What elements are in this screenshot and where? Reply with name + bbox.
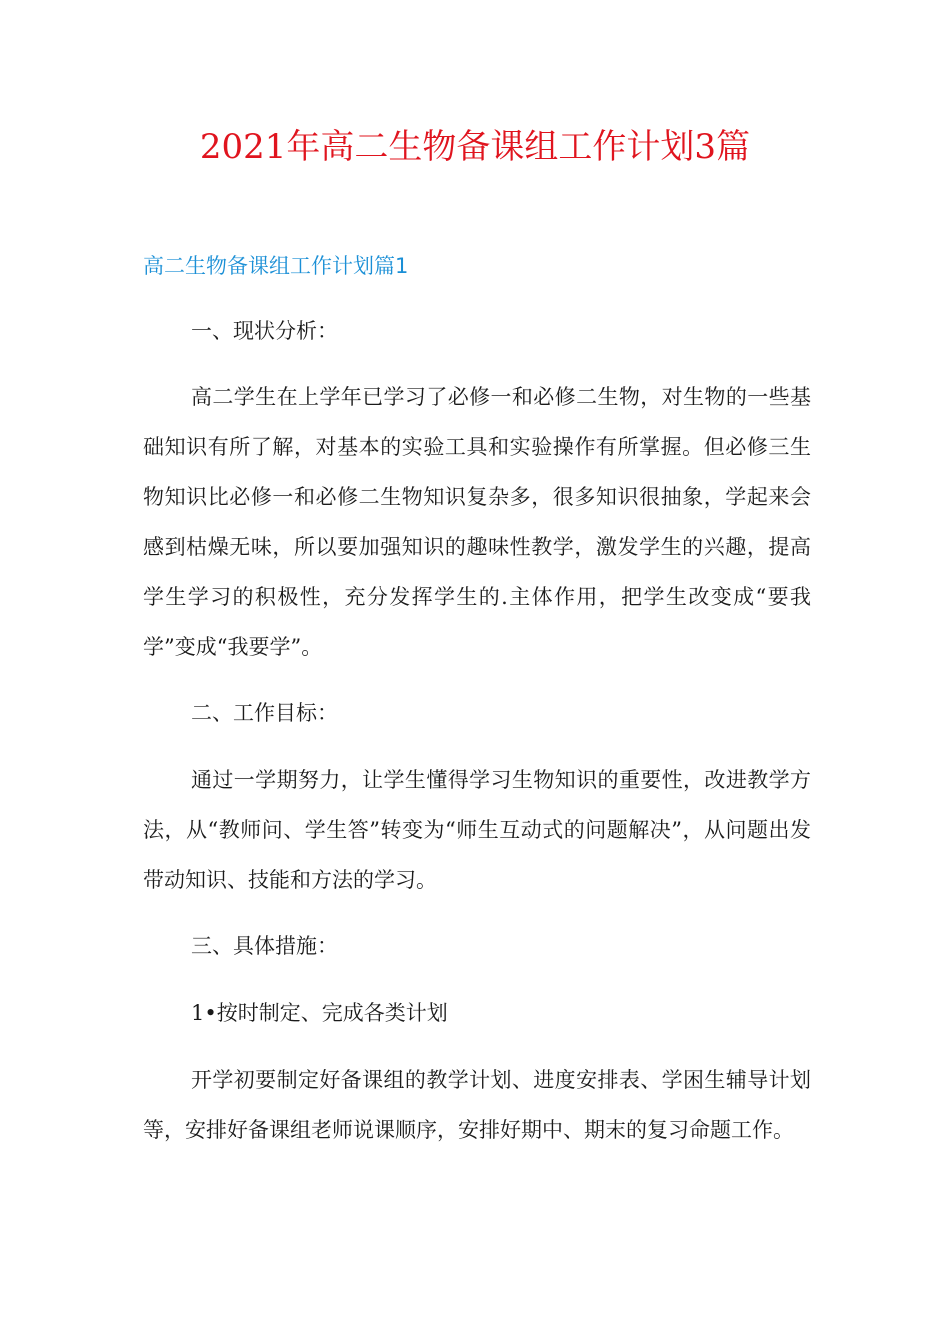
heading-status-analysis: 一、现状分析： xyxy=(191,319,338,343)
heading-measure-1: 1•按时制定、完成各类计划 xyxy=(191,1001,448,1025)
paragraph-measure-1: 开学初要制定好备课组的教学计划、进度安排表、学困生辅导计划等，安排好备课组老师说课顺序，安排好期中、期末的复习命题工作。 xyxy=(143,1068,811,1142)
paragraph-status-analysis: 高二学生在上学年已学习了必修一和必修二生物，对生物的一些基础知识有所了解，对基本的实验工具和实验操作有所掌握。但必修三生物知识比必修一和必修二生物知识复杂多，很多知识很抽象，学起来会感到枯燥无味，所以要加强知识的趣味性教学，激发学生的兴趣，提高学生学习的积极性，充分发挥学生的.主体作用，把学生改变成“要我学”变成“我要学”。 xyxy=(143,385,811,659)
heading-specific-measures: 三、具体措施： xyxy=(191,934,338,958)
document-title: 2021年高二生物备课组工作计划3篇 xyxy=(199,127,751,167)
section-heading: 高二生物备课组工作计划篇1 xyxy=(143,254,409,278)
paragraph-work-goal: 通过一学期努力，让学生懂得学习生物知识的重要性，改进教学方法，从“教师问、学生答”转变为“师生互动式的问题解决”，从问题出发带动知识、技能和方法的学习。 xyxy=(143,768,811,892)
heading-work-goal: 二、工作目标： xyxy=(191,701,338,725)
